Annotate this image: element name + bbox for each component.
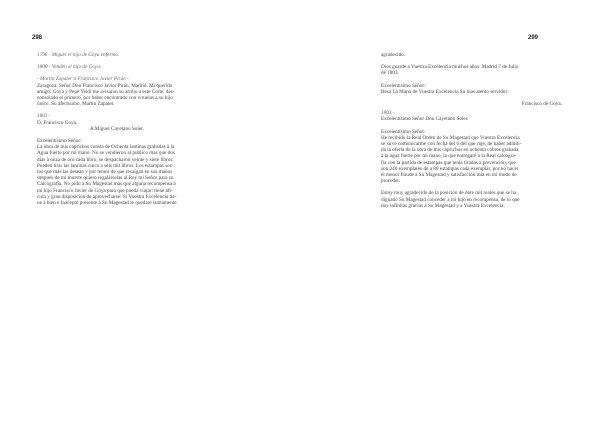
note-zapater: - Martín Zapater a Francisco Javier Pirán - (37, 76, 129, 83)
note-1800: 1800 - Venden el hijo de Goya. (37, 64, 102, 71)
salutation: Excelentísimo Señor: (37, 138, 82, 145)
text-line: ción y gran disposición de aprovecharse: Si Vuestra Excelencia tie- (37, 193, 177, 200)
text-line: Estoy muy agradecido de la posición de dote mil reales que se ha (381, 190, 517, 197)
text-line: amigo: Goya y Pepe Yeldi me avisaron su arribo a este Corte, des- (37, 88, 175, 95)
text-line: después de mi muerte quiero regalárselas al Rey mi Señor para su (37, 175, 174, 182)
right-page-text (381, 52, 562, 209)
right-page (300, 0, 600, 424)
letter-real-orden (381, 135, 562, 185)
text-line: doy infinitas gracias a Su Magestad y a Vuestra Excelencia. (381, 202, 505, 209)
letter-zapater (37, 83, 264, 108)
left-page-text (37, 52, 264, 206)
text-line: He recibido la Real Orden de Su Magestad que Vuestra Excelencia (381, 134, 520, 141)
salutation: Excelentísimo Señor: (381, 128, 426, 135)
signature-goya: Francisco de Goya. (521, 101, 562, 108)
text-line: de 1803. (381, 70, 399, 77)
text-line: consolado el primero, por haber encontrado con viruelas a su hijo (37, 95, 173, 102)
text-line: Agua fuerte por mi mano. No se vendieron al publico mas que dos (37, 150, 175, 157)
note-1796: 1796 - Miguel el hijo de Goya enfermo. (37, 52, 120, 58)
text-line: La obra de mis caprichos consta de Ochenta laminas grabadas à la (37, 144, 175, 151)
text-line: Zaragoza. Señor Don Francisco Javier Pirán, Madrid. Mi querido (37, 82, 173, 89)
text-line: da la oferta de la obra de mis caprichos en ochenta cobres grabada (381, 147, 519, 154)
letter-agradecimiento (381, 190, 562, 209)
text-line: mi hijo Francisco Javier de Goya para que pueda viajar: tiene afi- (37, 187, 173, 194)
text-line: único. Su afectísimo, Martín Zapater. (37, 101, 115, 108)
text-line: ne à bien e Inaceptó presente à Su Magestad le quedaré sumamente (37, 200, 177, 207)
text-line: los que más las desean y por temor de que recaigan en sus manos (37, 169, 173, 176)
note-1803: 1803 - (381, 110, 395, 117)
text-line: dias à onza de oro cada libro, se despacharon veinte y siete libros: (37, 156, 174, 163)
text-line: proceder. (381, 178, 401, 185)
text-line: son 240 exemplares de a 80 estampas cada exemplar, por no hacer (381, 165, 519, 172)
text-line: dignado Su Magestad conceder a mi hijo en recompensa, de lo que (381, 196, 520, 203)
text-line: Calcografía. No pido à Su Magestad mas que alguna recompensa à (37, 181, 176, 188)
closing-agradecido: agradecido. (381, 52, 406, 58)
closing-besa-la-mano: Besa La Mano de Vuestra Excelencia Su mas atento servidor: (381, 88, 509, 95)
note-1803: 1803 - (37, 113, 51, 120)
letter-caprichos (37, 144, 264, 206)
text-line: Pueden tirar las laminas cinco a seis mil libros. Los estampas son (37, 162, 173, 169)
text-line: fía con la partida de estampas que tenía tiradas a prevención, que (381, 159, 516, 166)
page-number-right: 299 (527, 35, 538, 41)
text-line: el menor fraude a Su Magestad y satisfacción mía en mi modo de (381, 172, 517, 179)
text-line: Dios guarde a Vuestra Excelencia muchos años. Madrid 7 de Julio (381, 64, 519, 71)
page-number-left: 298 (32, 35, 43, 41)
addressee-soler: A Miguel Cayetano Soler. (90, 125, 144, 132)
text-line: se sirve comunicarme con fecha del 6 del que rige, de haber admiti- (381, 141, 522, 148)
addressee-cayetano-soler: Excelentísimo Señor Don Cayetano Soler. (381, 116, 469, 123)
addressee-goya: D. Francisco Goya. (37, 119, 78, 126)
text-line: à la agua fuerte por mi mano, la que entregaré a la Real calcogra- (381, 153, 517, 160)
salutation: Excelentísimo Señor: (381, 82, 426, 89)
